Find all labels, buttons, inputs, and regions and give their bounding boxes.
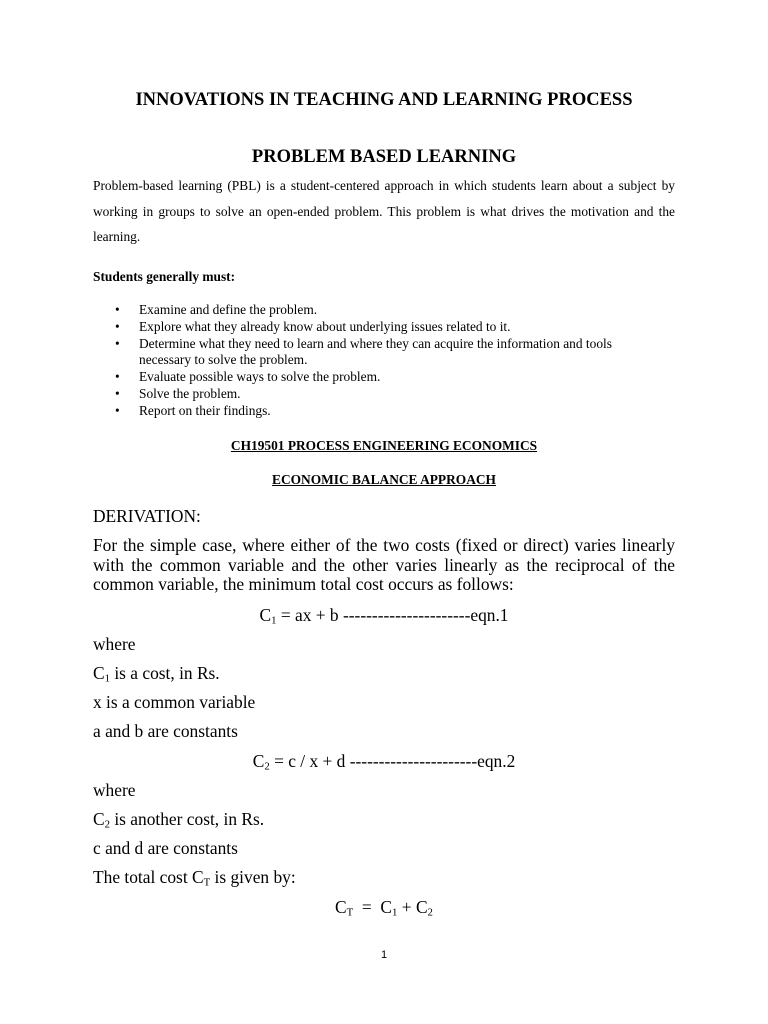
list-item: • Report on their findings. (115, 402, 271, 418)
bullet-icon: • (115, 335, 120, 351)
students-heading: Students generally must: (93, 269, 236, 284)
list-item: • Determine what they need to learn and where they can acquire the information and tools necessary to solve the problem. (115, 335, 612, 368)
list-item: • Solve the problem. (115, 385, 241, 401)
bullet-icon: • (115, 369, 120, 385)
pbl-paragraph: Problem-based learning (PBL) is a student-centered approach in which students learn about a subject by working in groups to solve an open-ended problem. This problem is what drives the motivation and the learning. (93, 178, 675, 244)
bullet-icon: • (115, 318, 120, 334)
derivation-label: DERIVATION: (93, 506, 201, 526)
equation-1: $C_1$ = ax + b ----------------------eqn.1 (259, 605, 509, 627)
total-cost-line: The total cost $C_T$ is given by: (93, 867, 296, 889)
list-item: • Evaluate possible ways to solve the problem. (115, 369, 381, 385)
where-label-2: where (93, 780, 136, 800)
section-title: PROBLEM BASED LEARNING (251, 147, 517, 167)
cd-definition: c and d are constants (93, 838, 238, 858)
bullet-icon: • (115, 302, 120, 317)
page-number: 1 (380, 949, 388, 961)
list-item: • Explore what they already know about underlying issues related to it. (115, 318, 511, 334)
list-item: • Examine and define the problem. (115, 302, 318, 317)
x-definition: x is a common variable (93, 692, 256, 712)
c2-definition: $C_2$ is another cost, in Rs. (93, 809, 265, 831)
derivation-intro: For the simple case, where either of the two costs (fixed or direct) varies linearly with the common variable and the other varies linearly as the reciprocal of the common variable, the minimum total cost occurs as follows: (93, 535, 675, 594)
bullet-icon: • (115, 385, 120, 401)
approach-title: ECONOMIC BALANCE APPROACH (272, 472, 496, 487)
bullet-list (93, 302, 663, 420)
equation-3: $C_T = C_1 + C_2$ (335, 897, 433, 919)
course-title: CH19501 PROCESS ENGINEERING ECONOMICS (230, 438, 538, 453)
where-label-1: where (93, 634, 136, 654)
bullet-icon: • (115, 402, 120, 418)
ab-definition: a and b are constants (93, 721, 238, 741)
c1-definition: $C_1$ is a cost, in Rs. (93, 663, 220, 685)
equation-2: $C_2 = c / x + d$ ----------------------eqn.2 (252, 751, 516, 773)
document-title: INNOVATIONS IN TEACHING AND LEARNING PROCESS (135, 90, 633, 110)
